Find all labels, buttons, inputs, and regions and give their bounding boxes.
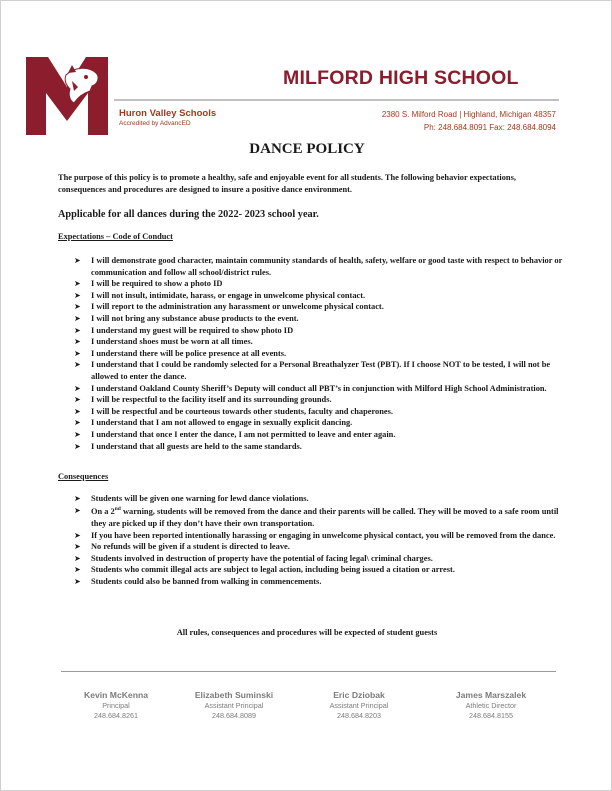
staff-signature <box>426 690 556 721</box>
list-item <box>74 553 564 565</box>
consequences-list <box>74 493 564 588</box>
accreditation-text: Accredited by AdvancED <box>119 120 191 127</box>
list-item-text: If you have been reported intentionally harassing or engaging in unwelcome physical contact, you will be removed from the dance. <box>91 530 556 540</box>
staff-name: Kevin McKenna <box>84 690 148 700</box>
list-item <box>74 313 564 325</box>
list-item <box>74 336 564 348</box>
staff-name: Eric Dziobak <box>333 690 385 700</box>
staff-role: Athletic Director <box>465 701 517 710</box>
list-item-text: I understand that I could be randomly selected for a Personal Breathalyzer Test (PBT). If I choose NOT to be tested, I will not be allowed to enter the dance. <box>91 360 551 381</box>
arrow-bullet-icon: ➤ <box>74 441 81 451</box>
list-item <box>74 564 564 576</box>
list-item <box>74 359 564 382</box>
staff-signature <box>51 690 181 721</box>
arrow-bullet-icon: ➤ <box>74 505 81 515</box>
arrow-bullet-icon: ➤ <box>74 383 81 393</box>
staff-signature <box>294 690 424 721</box>
arrow-bullet-icon: ➤ <box>74 302 81 312</box>
arrow-bullet-icon: ➤ <box>74 565 81 575</box>
staff-role: Assistant Principal <box>204 701 264 710</box>
school-address: 2380 S. Milford Road | Highland, Michigan 48357 <box>381 110 556 119</box>
list-item-text: Students could also be banned from walking in commencements. <box>91 576 322 586</box>
list-item-text: I will not insult, intimidate, harass, or engage in unwelcome physical contact. <box>91 290 366 300</box>
footer-divider <box>61 671 556 672</box>
staff-phone: 248.684.8261 <box>94 710 138 720</box>
list-item <box>74 394 564 406</box>
list-item <box>74 493 564 505</box>
staff-role: Assistant Principal <box>329 701 389 710</box>
arrow-bullet-icon: ➤ <box>74 313 81 323</box>
list-item <box>74 576 564 588</box>
staff-phone: 248.684.8155 <box>469 710 513 720</box>
list-item-text: Students who commit illegal acts are subject to legal action, including being issued a citation or arrest. <box>91 565 455 575</box>
consequences-heading: Consequences <box>58 472 109 481</box>
arrow-bullet-icon: ➤ <box>74 337 81 347</box>
list-item-text: Students will be given one warning for lewd dance violations. <box>91 494 309 503</box>
staff-role: Principal <box>102 701 130 710</box>
list-item-text: I understand shoes must be worn at all times. <box>91 337 253 347</box>
list-item <box>74 541 564 553</box>
list-item-text: I understand Oakland County Sheriff’s Deputy will conduct all PBT’s in conjunction with Milford High School Administration. <box>91 383 547 393</box>
list-item-text: Students involved in destruction of property have the potential of facing legal\ criminal charges. <box>91 553 433 563</box>
staff-name: James Marszalek <box>455 690 527 700</box>
list-item-text: I will be respectful and be courteous towards other students, faculty and chaperones. <box>91 406 393 416</box>
arrow-bullet-icon: ➤ <box>74 360 81 370</box>
expectations-heading: Expectations – Code of Conduct <box>58 232 173 241</box>
list-item-text: I understand there will be police presence at all events. <box>91 348 287 358</box>
district-name: Huron Valley Schools <box>119 108 217 119</box>
school-name: MILFORD HIGH SCHOOL <box>283 67 519 89</box>
arrow-bullet-icon: ➤ <box>74 530 81 540</box>
arrow-bullet-icon: ➤ <box>74 279 81 289</box>
list-item <box>74 290 564 302</box>
arrow-bullet-icon: ➤ <box>74 348 81 358</box>
arrow-bullet-icon: ➤ <box>74 290 81 300</box>
staff-signature <box>169 690 299 721</box>
list-item <box>74 417 564 429</box>
list-item-text: I will be required to show a photo ID <box>91 279 223 289</box>
arrow-bullet-icon: ➤ <box>74 418 81 428</box>
list-item <box>74 348 564 360</box>
list-item <box>74 325 564 337</box>
arrow-bullet-icon: ➤ <box>74 494 81 503</box>
school-phone-fax: Ph: 248.684.8091 Fax: 248.684.8094 <box>423 122 556 132</box>
closing-statement: All rules, consequences and procedures will be expected of student guests <box>176 628 438 637</box>
arrow-bullet-icon: ➤ <box>74 429 81 439</box>
list-item-text: I will demonstrate good character, maintain community standards of health, safety, welfare or good taste with respect to behavior or communication and follow all school/district rules. <box>91 256 563 277</box>
list-item <box>74 301 564 313</box>
mustang-m-logo-icon <box>26 57 108 135</box>
header-divider <box>114 99 559 101</box>
staff-phone: 248.684.8089 <box>212 710 256 720</box>
staff-phone: 248.684.8203 <box>337 710 381 720</box>
list-item-text: I will be respectful to the facility itself and its surrounding grounds. <box>91 395 332 405</box>
staff-name: Elizabeth Suminski <box>194 690 274 700</box>
list-item <box>74 406 564 418</box>
page-title: DANCE POLICY <box>249 141 365 157</box>
arrow-bullet-icon: ➤ <box>74 256 81 265</box>
list-item-text: No refunds will be given if a student is directed to leave. <box>91 542 290 552</box>
school-contact <box>382 109 556 134</box>
arrow-bullet-icon: ➤ <box>74 395 81 405</box>
applicable-statement: Applicable for all dances during the 2022- 2023 school year. <box>58 209 319 220</box>
arrow-bullet-icon: ➤ <box>74 406 81 416</box>
arrow-bullet-icon: ➤ <box>74 325 81 335</box>
arrow-bullet-icon: ➤ <box>74 553 81 563</box>
list-item <box>74 278 564 290</box>
arrow-bullet-icon: ➤ <box>74 576 81 586</box>
list-item <box>74 383 564 395</box>
list-item-text: I understand that once I enter the dance, I am not permitted to leave and enter again. <box>91 429 396 439</box>
list-item-text: On a 2nd warning, students will be removed from the dance and their parents will be called. They will be moved to a safe room until they are picked up if they don’t have their own transportation. <box>91 506 559 528</box>
list-item-text: I understand my guest will be required to show photo ID <box>91 325 294 335</box>
list-item-text: I will report to the administration any harassment or unwelcome physical contact. <box>91 302 384 312</box>
list-item <box>74 255 564 278</box>
list-item <box>74 530 564 542</box>
list-item-text: I understand that all guests are held to the same standards. <box>91 441 302 451</box>
expectations-list <box>74 255 564 452</box>
list-item-text: I will not bring any substance abuse products to the event. <box>91 313 299 323</box>
arrow-bullet-icon: ➤ <box>74 542 81 552</box>
list-item <box>74 429 564 441</box>
list-item <box>74 505 564 530</box>
list-item-text: I understand that I am not allowed to engage in sexually explicit dancing. <box>91 418 353 428</box>
intro-paragraph: The purpose of this policy is to promote a healthy, safe and enjoyable event for all students. The following behavior expectations, consequences and procedures are designed to insure a positive dance environment. <box>58 173 516 194</box>
list-item <box>74 441 564 453</box>
